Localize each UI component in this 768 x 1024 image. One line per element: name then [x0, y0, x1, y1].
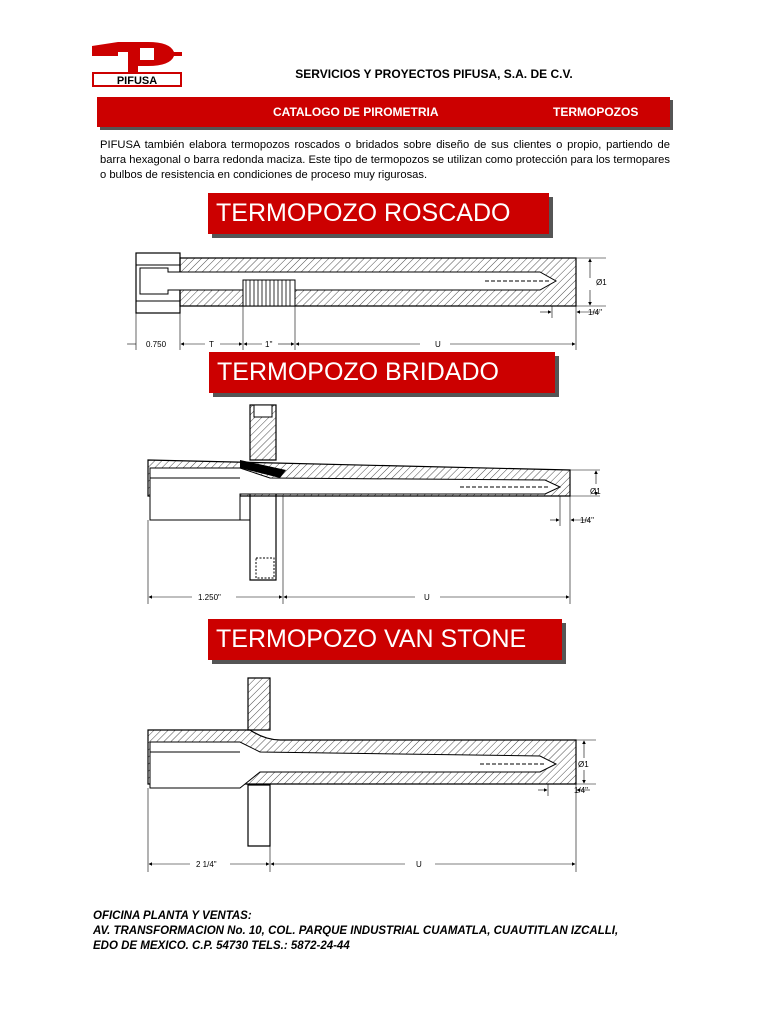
dim-u: U: [416, 860, 422, 869]
section-title-roscado: TERMOPOZO ROSCADO: [208, 193, 549, 234]
dim-thread: 1'': [265, 340, 273, 349]
drawing-roscado: [127, 253, 607, 350]
drawing-bridado: [148, 405, 601, 604]
dim-tip: 1/4'': [588, 308, 603, 317]
footer-line-3: EDO DE MEXICO. C.P. 54730 TELS.: 5872-24-44: [93, 940, 350, 952]
category-title: TERMOPOZOS: [553, 105, 639, 119]
dim-dia: Ø1: [596, 278, 607, 287]
dim-t: T: [209, 340, 214, 349]
section-title-bridado: TERMOPOZO BRIDADO: [209, 352, 555, 393]
dim-tip: 1/4": [574, 786, 588, 795]
intro-paragraph: PIFUSA también elabora termopozos roscados o bridados sobre diseño de sus clientes o propio, partiendo de barra hexagonal o barra redonda maciza. Este tipo de termopozos se utilizan como protección para los termopares o bulbos de resistencia en condiciones de proceso muy rigurosas.: [100, 139, 670, 181]
dim-hex: 0.750: [146, 340, 167, 349]
dim-dia: Ø1: [578, 760, 589, 769]
dim-dia: Ø1: [590, 487, 601, 496]
dim-tip: 1/4": [580, 516, 594, 525]
drawing-van-stone: [148, 678, 596, 872]
dim-u: U: [424, 593, 430, 602]
logo-text: PIFUSA: [116, 75, 158, 87]
dim-len: 1.250": [198, 593, 221, 602]
section-title-van-stone: TERMOPOZO VAN STONE: [208, 619, 562, 660]
footer-line-1: OFICINA PLANTA Y VENTAS:: [93, 910, 252, 922]
dim-u: U: [435, 340, 441, 349]
footer-line-2: AV. TRANSFORMACION No. 10, COL. PARQUE INDUSTRIAL CUAMATLA, CUAUTITLAN IZCALLI,: [93, 925, 619, 937]
dim-len: 2 1/4": [196, 860, 217, 869]
catalog-title: CATALOGO DE PIROMETRIA: [273, 105, 439, 119]
footer-address: [93, 909, 618, 954]
company-name: SERVICIOS Y PROYECTOS PIFUSA, S.A. DE C.V.: [295, 67, 573, 81]
